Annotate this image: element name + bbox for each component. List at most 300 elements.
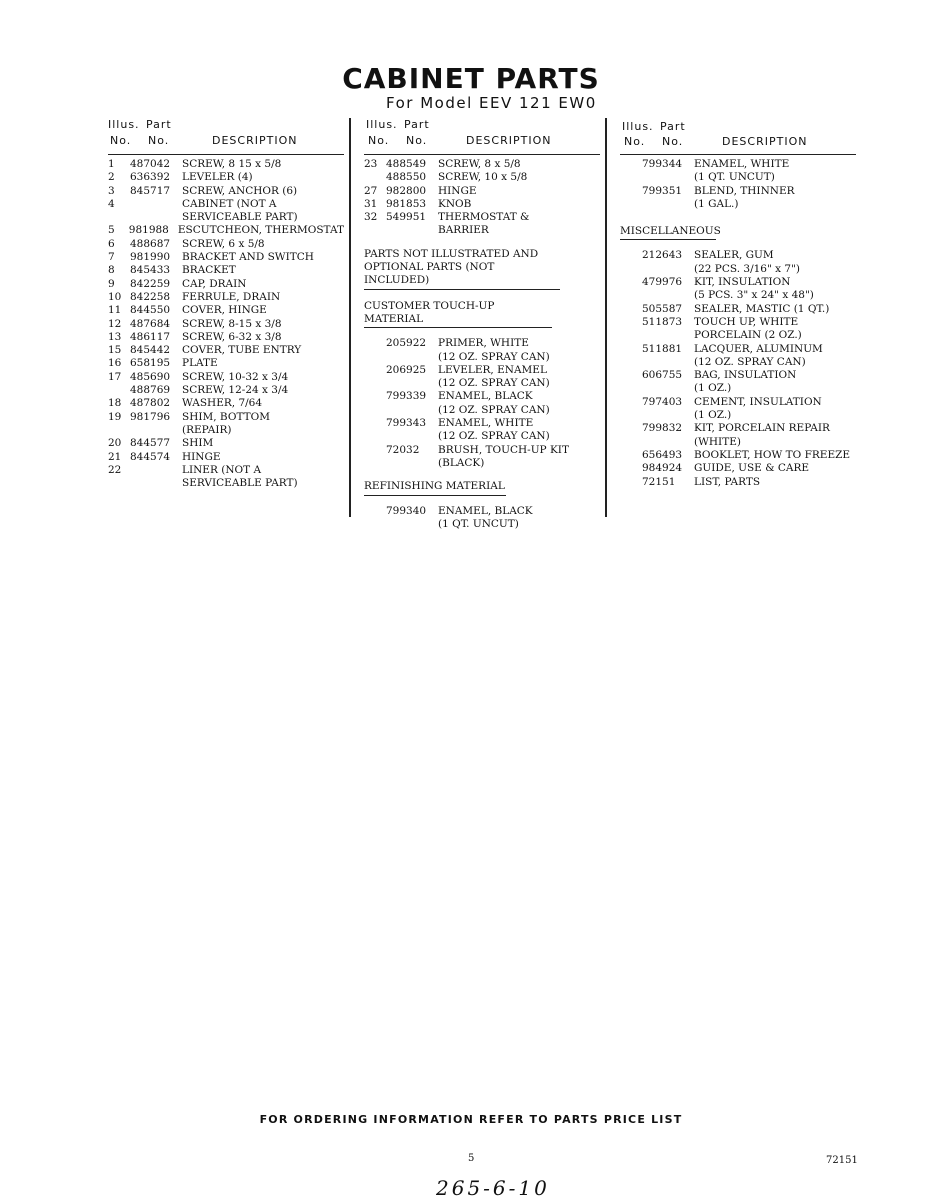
part-row: [108, 171, 344, 184]
part-description: (1 OZ.): [694, 409, 732, 422]
part-number: 487802: [130, 397, 171, 410]
parts-list: [364, 158, 600, 238]
part-row: [620, 436, 856, 449]
header-part: Part: [404, 118, 430, 131]
part-description: SCREW, 6-32 x 3/8: [182, 330, 282, 343]
part-number: [642, 329, 694, 342]
part-description: WASHER, 7/64: [182, 397, 263, 410]
part-row: [620, 409, 856, 422]
document-code: 72151: [826, 1155, 858, 1166]
illus-number: [364, 430, 386, 443]
part-row: [108, 451, 344, 464]
model-subtitle: For Model EEV 121 EW0: [386, 94, 597, 112]
part-row: [364, 404, 600, 417]
illus-number: [620, 356, 642, 369]
part-row: [364, 198, 600, 211]
part-number: 205922: [386, 337, 427, 350]
part-row: [620, 263, 856, 276]
refinishing-section: [364, 480, 600, 531]
part-row: [108, 371, 344, 384]
part-number: 842258: [130, 290, 171, 303]
illus-number: [108, 424, 130, 437]
part-number: 982800: [386, 184, 427, 197]
part-number: 845442: [130, 344, 171, 357]
part-number: 636392: [130, 171, 171, 184]
column-header: [108, 118, 344, 155]
illus-number: 2: [108, 171, 115, 184]
part-description: ENAMEL, BLACK: [438, 504, 533, 517]
part-row: [108, 344, 344, 357]
part-row: [620, 356, 856, 369]
part-row: [620, 303, 856, 316]
touchup-list: [364, 337, 600, 470]
illus-number: [364, 444, 386, 457]
part-number: [642, 382, 694, 395]
part-number: 487042: [130, 158, 171, 170]
part-row: [108, 464, 344, 477]
part-description: (12 OZ. SPRAY CAN): [438, 403, 550, 416]
part-number: 981796: [130, 410, 171, 423]
illus-number: [620, 462, 642, 475]
header-illus: Illus.: [108, 118, 140, 131]
illus-number: [108, 477, 130, 490]
illus-number: [620, 316, 642, 329]
illus-number: [364, 457, 386, 470]
part-number: 981990: [130, 251, 171, 264]
part-number: 799339: [386, 390, 427, 403]
illus-number: 10: [108, 290, 122, 303]
illus-number: [620, 422, 642, 435]
part-description: (12 OZ. SPRAY CAN): [438, 430, 550, 443]
part-description: (12 OZ. SPRAY CAN): [694, 355, 806, 368]
part-description: PLATE: [182, 357, 218, 370]
illus-number: 3: [108, 184, 115, 197]
illus-number: 31: [364, 197, 378, 210]
part-description: (BLACK): [438, 456, 485, 469]
part-description: SHIM: [182, 437, 214, 450]
illus-number: [620, 276, 642, 289]
part-row: [108, 238, 344, 251]
part-number: [386, 351, 438, 364]
part-description: CEMENT, INSULATION: [694, 395, 822, 408]
part-description: HINGE: [438, 184, 477, 197]
part-row: [620, 316, 856, 329]
part-number: 845717: [130, 184, 171, 197]
part-description: SERVICEABLE PART): [182, 211, 298, 224]
illus-number: 18: [108, 397, 122, 410]
part-description: (12 OZ. SPRAY CAN): [438, 377, 550, 390]
part-description: BRACKET AND SWITCH: [182, 251, 314, 264]
header-no: No.: [624, 135, 646, 148]
header-part-no: No.: [148, 134, 170, 147]
illus-number: 16: [108, 357, 122, 370]
part-number: 505587: [642, 302, 683, 315]
part-row: [364, 364, 600, 377]
part-description: BRACKET: [182, 264, 236, 277]
part-row: [364, 430, 600, 443]
part-number: 799340: [386, 504, 427, 517]
part-number: [130, 211, 182, 224]
part-number: 844550: [130, 304, 171, 317]
part-description: LIST, PARTS: [694, 475, 761, 488]
illus-number: 19: [108, 410, 122, 423]
column-header: [364, 118, 600, 155]
column-divider: [605, 118, 607, 517]
part-row: [108, 304, 344, 317]
illus-number: [364, 390, 386, 403]
part-number: [386, 518, 438, 531]
part-row: [620, 449, 856, 462]
part-row: [108, 424, 344, 437]
part-row: [620, 396, 856, 409]
part-description: SCREW, 10 x 5/8: [438, 171, 528, 184]
illus-number: [620, 382, 642, 395]
part-description: (5 PCS. 3" x 24" x 48"): [694, 289, 814, 302]
part-description: BOOKLET, HOW TO FREEZE: [694, 448, 851, 461]
part-description: CAP, DRAIN: [182, 277, 247, 290]
part-row: [108, 158, 344, 171]
part-description: SCREW, 10-32 x 3/4: [182, 370, 289, 383]
illus-number: 8: [108, 264, 115, 277]
part-row: [364, 337, 600, 350]
part-number: [642, 436, 694, 449]
header-description: DESCRIPTION: [722, 135, 808, 148]
part-row: [620, 276, 856, 289]
parts-column-1: [108, 118, 344, 490]
part-row: [364, 224, 600, 237]
column-header: [620, 118, 856, 155]
part-description: (WHITE): [694, 435, 741, 448]
part-number: 72151: [642, 475, 676, 488]
part-description: (1 QT. UNCUT): [694, 171, 775, 184]
illus-number: 23: [364, 158, 378, 170]
part-number: [642, 263, 694, 276]
part-row: [108, 477, 344, 490]
part-number: [386, 457, 438, 470]
illus-number: 13: [108, 330, 122, 343]
part-row: [620, 476, 856, 489]
part-row: [108, 397, 344, 410]
part-description: ENAMEL, BLACK: [438, 390, 533, 403]
header-part: Part: [146, 118, 172, 131]
part-number: [386, 224, 438, 237]
part-description: (1 OZ.): [694, 382, 732, 395]
header-part-no: No.: [662, 135, 684, 148]
part-description: TOUCH UP, WHITE: [694, 315, 799, 328]
part-description: SCREW, 8-15 x 3/8: [182, 317, 282, 330]
illus-number: [108, 211, 130, 224]
part-description: (12 OZ. SPRAY CAN): [438, 350, 550, 363]
part-number: 656493: [642, 448, 683, 461]
illus-number: [620, 198, 642, 211]
part-row: [108, 211, 344, 224]
header-description: DESCRIPTION: [466, 134, 552, 147]
header-no: No.: [368, 134, 390, 147]
part-row: [620, 329, 856, 342]
part-row: [364, 185, 600, 198]
illus-number: 20: [108, 437, 122, 450]
illus-number: [620, 249, 642, 262]
part-number: [130, 424, 182, 437]
ordering-footer: FOR ORDERING INFORMATION REFER TO PARTS PRICE LIST: [259, 1113, 683, 1126]
part-description: HINGE: [182, 450, 221, 463]
part-description: PRIMER, WHITE: [438, 337, 529, 350]
illus-number: [364, 505, 386, 518]
part-row: [364, 158, 600, 171]
part-number: [130, 198, 182, 211]
part-number: 799832: [642, 422, 683, 435]
part-number: 981853: [386, 197, 427, 210]
part-description: KNOB: [438, 197, 472, 210]
miscellaneous-title: MISCELLANEOUS: [620, 225, 716, 240]
part-description: LEVELER (4): [182, 171, 253, 184]
part-row: [108, 331, 344, 344]
miscellaneous-section: [620, 225, 856, 489]
part-number: 799351: [642, 184, 683, 197]
part-description: SERVICEABLE PART): [182, 477, 298, 490]
part-row: [364, 211, 600, 224]
part-number: 488549: [386, 158, 427, 170]
illus-number: 21: [108, 450, 122, 463]
part-row: [108, 384, 344, 397]
illus-number: [620, 476, 642, 489]
illus-number: [620, 329, 642, 342]
part-number: 485690: [130, 370, 171, 383]
part-row: [108, 224, 344, 237]
illus-number: [620, 171, 642, 184]
part-number: 488687: [130, 237, 171, 250]
part-row: [108, 198, 344, 211]
part-description: THERMOSTAT &: [438, 211, 530, 224]
illus-number: [364, 364, 386, 377]
part-description: SEALER, GUM: [694, 249, 774, 262]
illus-number: [620, 158, 642, 171]
part-number: 206925: [386, 363, 427, 376]
refinishing-list: [364, 505, 600, 532]
part-row: [620, 422, 856, 435]
part-number: 549951: [386, 211, 427, 224]
illus-number: [620, 343, 642, 356]
illus-number: 9: [108, 277, 115, 290]
part-description: SEALER, MASTIC (1 QT.): [694, 302, 830, 315]
illus-number: 1: [108, 158, 115, 170]
part-description: LACQUER, ALUMINUM: [694, 342, 823, 355]
parts-column-3: [620, 118, 856, 489]
part-description: (1 GAL.): [694, 197, 739, 210]
part-number: 844574: [130, 450, 171, 463]
part-number: 488769: [130, 384, 171, 397]
part-row: [620, 171, 856, 184]
part-description: BARRIER: [438, 224, 489, 237]
touchup-title: CUSTOMER TOUCH-UP MATERIAL: [364, 300, 552, 329]
part-description: SCREW, ANCHOR (6): [182, 184, 298, 197]
part-description: ENAMEL, WHITE: [694, 158, 790, 170]
not-illustrated-section: [364, 248, 600, 296]
illus-number: [620, 396, 642, 409]
part-description: ENAMEL, WHITE: [438, 417, 534, 430]
illus-number: [364, 171, 386, 184]
illus-number: 15: [108, 344, 122, 357]
illus-number: [620, 449, 642, 462]
part-number: 72032: [386, 443, 420, 456]
part-row: [620, 343, 856, 356]
part-number: [386, 377, 438, 390]
part-number: [642, 409, 694, 422]
part-number: 212643: [642, 249, 683, 262]
part-row: [620, 382, 856, 395]
illus-number: [620, 303, 642, 316]
part-number: [642, 171, 694, 184]
part-row: [620, 289, 856, 302]
part-number: 842259: [130, 277, 171, 290]
part-row: [364, 505, 600, 518]
part-description: SHIM, BOTTOM: [182, 410, 271, 423]
part-description: PORCELAIN (2 OZ.): [694, 329, 802, 342]
illus-number: [620, 185, 642, 198]
part-row: [620, 198, 856, 211]
part-row: [620, 185, 856, 198]
part-description: BAG, INSULATION: [694, 369, 797, 382]
part-row: [620, 462, 856, 475]
header-description: DESCRIPTION: [212, 134, 298, 147]
part-number: 799343: [386, 417, 427, 430]
illus-number: 22: [108, 463, 122, 476]
part-number: 606755: [642, 369, 683, 382]
illus-number: [620, 263, 642, 276]
part-row: [108, 278, 344, 291]
part-description: (1 QT. UNCUT): [438, 517, 519, 530]
part-description: COVER, TUBE ENTRY: [182, 344, 302, 357]
part-row: [108, 318, 344, 331]
illus-number: [364, 417, 386, 430]
part-number: 984924: [642, 462, 683, 475]
touchup-section: [364, 300, 600, 471]
not-illustrated-line-1: PARTS NOT ILLUSTRATED AND: [364, 247, 539, 260]
header-part: Part: [660, 120, 686, 133]
refinishing-title: REFINISHING MATERIAL: [364, 480, 506, 495]
part-description: GUIDE, USE & CARE: [694, 462, 810, 475]
part-number: [130, 477, 182, 490]
part-description: LINER (NOT A: [182, 463, 262, 476]
illus-number: 5: [108, 224, 115, 237]
part-description: CABINET (NOT A: [182, 197, 277, 210]
part-row: [364, 377, 600, 390]
header-illus: Illus.: [366, 118, 398, 131]
part-number: 487684: [130, 317, 171, 330]
part-description: KIT, INSULATION: [694, 276, 791, 289]
part-row: [108, 437, 344, 450]
illus-number: [364, 224, 386, 237]
part-description: FERRULE, DRAIN: [182, 290, 281, 303]
illus-number: [364, 377, 386, 390]
illus-number: [620, 436, 642, 449]
miscellaneous-list: [620, 249, 856, 488]
part-number: 981988: [128, 224, 169, 237]
part-number: 845433: [130, 264, 171, 277]
illus-number: [364, 404, 386, 417]
part-row: [108, 357, 344, 370]
column-divider: [349, 118, 351, 517]
part-description: BLEND, THINNER: [694, 184, 795, 197]
parts-column-2: [364, 118, 600, 531]
part-row: [364, 171, 600, 184]
part-row: [108, 264, 344, 277]
part-description: ESCUTCHEON, THERMOSTAT: [177, 224, 344, 237]
part-description: KIT, PORCELAIN REPAIR: [694, 422, 830, 435]
part-row: [364, 457, 600, 470]
illus-number: 27: [364, 184, 378, 197]
illus-number: [364, 518, 386, 531]
part-row: [108, 185, 344, 198]
part-description: LEVELER, ENAMEL: [438, 363, 547, 376]
illus-number: [364, 337, 386, 350]
part-number: 799344: [642, 158, 683, 170]
illus-number: [108, 384, 130, 397]
part-row: [108, 291, 344, 304]
part-row: [620, 249, 856, 262]
part-number: [642, 289, 694, 302]
illus-number: 12: [108, 317, 122, 330]
part-description: SCREW, 6 x 5/8: [182, 237, 265, 250]
part-row: [364, 518, 600, 531]
part-description: SCREW, 8 x 5/8: [438, 158, 521, 170]
not-illustrated-line-2: OPTIONAL PARTS (NOT INCLUDED): [364, 261, 560, 290]
illus-number: 7: [108, 251, 115, 264]
part-description: SCREW, 12-24 x 3/4: [182, 384, 289, 397]
illus-number: [364, 351, 386, 364]
header-illus: Illus.: [622, 120, 654, 133]
part-description: (REPAIR): [182, 423, 232, 436]
part-number: [130, 464, 182, 477]
part-row: [364, 351, 600, 364]
part-number: 486117: [130, 330, 171, 343]
part-row: [364, 390, 600, 403]
part-number: 511873: [642, 315, 683, 328]
illus-number: [620, 369, 642, 382]
illus-number: 17: [108, 370, 122, 383]
illus-number: 6: [108, 237, 115, 250]
illus-number: 32: [364, 211, 378, 224]
header-no: No.: [110, 134, 132, 147]
parts-list: [108, 158, 344, 490]
header-part-no: No.: [406, 134, 428, 147]
parts-list: [620, 158, 856, 211]
part-number: 797403: [642, 395, 683, 408]
part-row: [108, 251, 344, 264]
part-description: BRUSH, TOUCH-UP KIT: [438, 443, 569, 456]
page-number: 5: [468, 1153, 475, 1164]
part-row: [364, 444, 600, 457]
illus-number: 11: [108, 304, 122, 317]
part-number: 658195: [130, 357, 171, 370]
part-row: [364, 417, 600, 430]
part-number: 479976: [642, 276, 683, 289]
part-number: [642, 356, 694, 369]
part-description: SCREW, 8 15 x 5/8: [182, 158, 282, 170]
part-number: 844577: [130, 437, 171, 450]
part-number: 488550: [386, 171, 427, 184]
handwritten-note: 265-6-10: [436, 1176, 550, 1200]
part-description: (22 PCS. 3/16" x 7"): [694, 262, 800, 275]
part-number: [386, 404, 438, 417]
illus-number: 4: [108, 197, 115, 210]
part-description: COVER, HINGE: [182, 304, 267, 317]
part-row: [108, 411, 344, 424]
part-row: [620, 158, 856, 171]
part-number: 511881: [642, 342, 683, 355]
illus-number: [620, 289, 642, 302]
part-number: [642, 198, 694, 211]
